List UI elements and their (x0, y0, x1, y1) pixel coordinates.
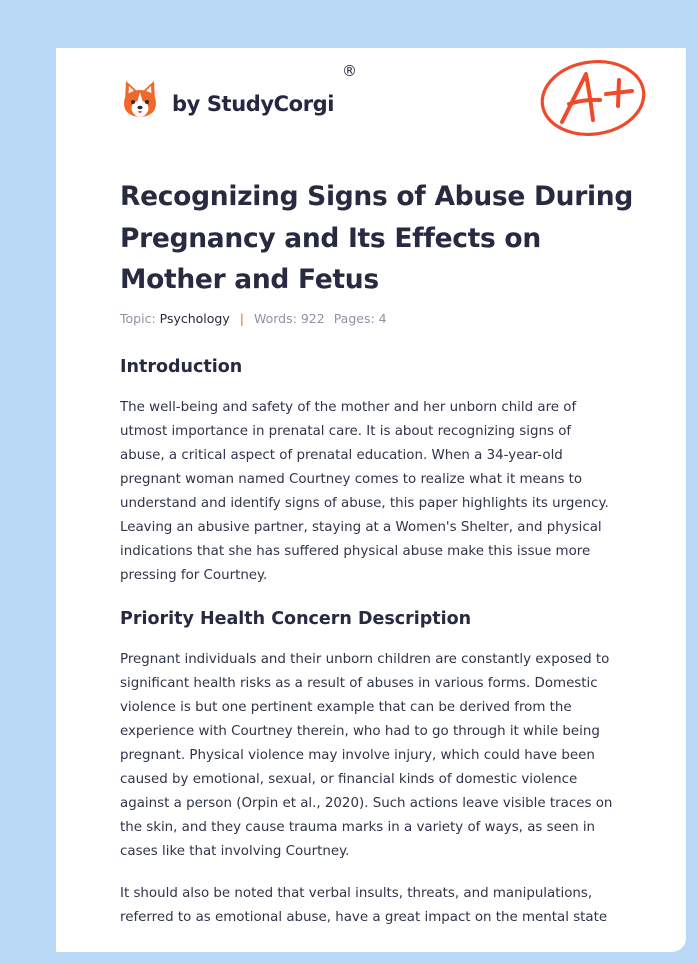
brand-name: by StudyCorgi (172, 92, 335, 116)
topic-label: Topic: (120, 311, 156, 326)
words-count: 922 (300, 311, 325, 326)
essay-title: Recognizing Signs of Abuse During Pregnancy and Its Effects on Mother and Fetus (120, 181, 634, 295)
essay-body (120, 354, 626, 930)
section-heading-introduction: Introduction (120, 357, 243, 377)
pages-count: 4 (378, 311, 387, 326)
essay-meta (120, 311, 387, 326)
a-plus-grade-icon (538, 58, 650, 140)
pages-label: Pages: (333, 311, 375, 326)
section-heading-priority-health-concern: Priority Health Concern Description (120, 609, 472, 629)
document-page (56, 48, 686, 952)
paragraph-introduction: The well-being and safety of the mother and her unborn child are of utmost importance in prenatal care. It is about recognizing signs of abuse, a critical aspect of prenatal education. When a 34-year-old pregnant woman named Courtney comes to realize what it means to understand and identify signs of abuse, this paper highlights its urgency. Leaving an abusive partner, staying at a Women's Shelter, and physical indications that she has suffered physical abuse make this issue more pressing for Courtney. (120, 400, 609, 583)
words-label: Words: (253, 311, 297, 326)
meta-separator: | (239, 311, 244, 326)
topic-link[interactable]: Psychology (159, 311, 230, 326)
corgi-logo-icon (120, 79, 160, 123)
paragraph-priority-concern-2: It should also be noted that verbal insults, threats, and manipulations, referred to as emotional abuse, have a great impact on the mental state (120, 886, 608, 925)
paragraph-priority-concern-1: Pregnant individuals and their unborn children are constantly exposed to significant health risks as a result of abuses in various forms. Domestic violence is but one pertinent example that can be derived from the experience with Courtney therein, who had to go through it while being pregnant. Physical violence may involve injury, which could have been caused by emotional, sexual, or financial kinds of domestic violence against a person (Orpin et al., 2020). Such actions leave visible traces on the skin, and they cause trauma marks in a variety of ways, as seen in cases like that involving Courtney. (120, 652, 613, 859)
studycorgi-logo[interactable] (120, 76, 334, 126)
registered-mark: ® (342, 62, 357, 80)
